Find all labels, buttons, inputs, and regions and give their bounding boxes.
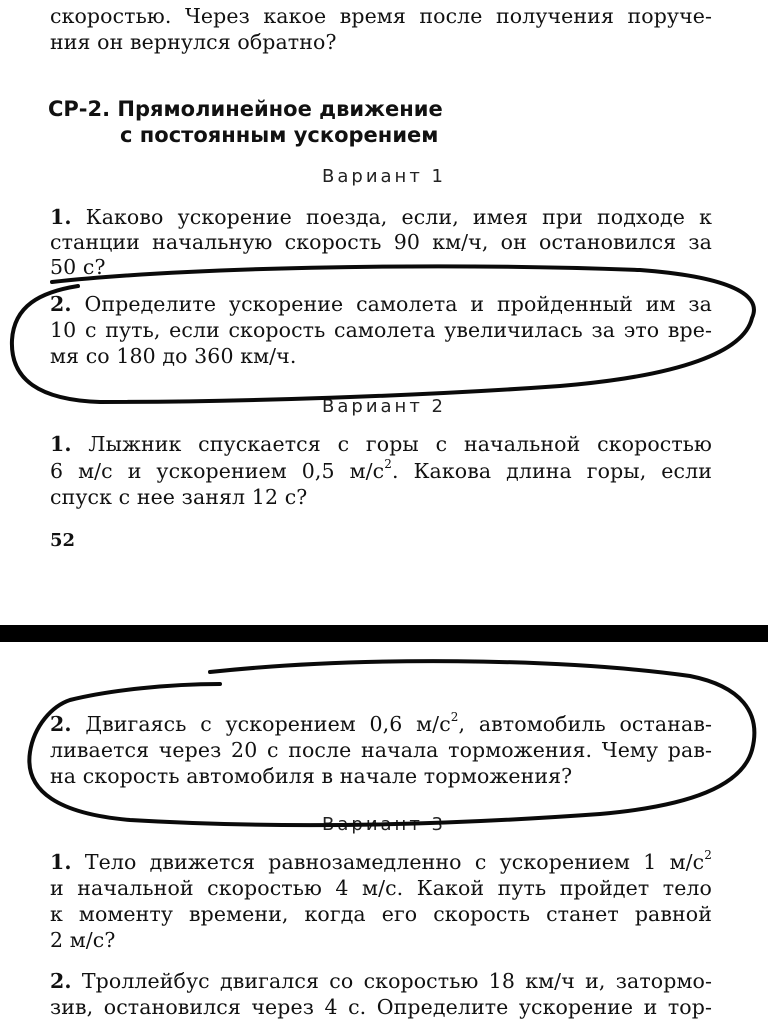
section-title-line-2: с постоянным ускорением [120,123,439,147]
bottom-page-scan [0,642,768,1024]
v1-p1-text-1: Каково ускорение поезда, если, имея при подходе к [85,205,712,229]
v1-p1-line-1 [50,205,712,229]
variant-3-label: Вариант 3 [322,814,446,835]
v2-p2-text-1b: , автомобиль останав- [458,712,712,736]
v1-p2-line-3: мя со 180 до 360 км/ч. [50,344,297,368]
variant-1-label: Вариант 1 [322,166,446,187]
v2-p1-text-2b: . Какова длина горы, если [392,459,712,483]
v2-p2-line-1 [50,712,712,736]
v3-p1-line-2: и начальной скоростью 4 м/с. Какой путь пройдет тело [50,876,712,900]
v2-p1-superscript: 2 [384,457,392,472]
section-title-line-1: СР-2. Прямолинейное движение [48,97,443,121]
v1-p2-line-2: 10 с путь, если скорость самолета увеличилась за это вре- [50,318,712,342]
v3-p2-text-1: Троллейбус двигался со скоростью 18 км/ч и, затормо- [81,969,712,993]
v3-p2-line-1 [50,969,712,993]
v3-p1-superscript: 2 [704,848,713,863]
v3-p2-number: 2. [50,969,72,993]
v1-p2-number: 2. [50,292,72,316]
v2-p1-number: 1. [50,432,72,456]
v2-p2-line-2: ливается через 20 с после начала торможения. Чему рав- [50,738,712,762]
v2-p1-line-3: спуск с нее занял 12 с? [50,485,308,509]
v3-p1-line-1 [50,850,712,874]
v2-p1-text-2a: 6 м/с и ускорением 0,5 м/с [50,459,385,483]
v2-p2-number: 2. [50,712,72,736]
v2-p1-text-1: Лыжник спускается с горы с начальной скоростью [88,432,712,456]
v2-p2-superscript: 2 [450,710,459,725]
v2-p1-line-2 [50,459,712,483]
prev-text-line-1: скоростью. Через какое время после получения поруче- [50,4,712,28]
v1-p1-line-2: станции начальную скорость 90 км/ч, он остановился за [50,230,712,254]
prev-text-line-2: ния он вернулся обратно? [50,30,337,54]
v3-p1-line-3: к моменту времени, когда его скорость станет равной [50,902,712,926]
v3-p1-line-4: 2 м/с? [50,928,116,952]
page-divider [0,625,768,642]
v2-p2-text-1a: Двигаясь с ускорением 0,6 м/с [85,712,451,736]
variant-2-label: Вариант 2 [322,396,446,417]
v1-p1-number: 1. [50,205,72,229]
v1-p2-line-1 [50,292,712,316]
v2-p2-line-3: на скорость автомобиля в начале торможения? [50,764,573,788]
v3-p1-number: 1. [50,850,72,874]
v1-p1-line-3: 50 с? [50,255,106,279]
v1-p2-text-1: Определите ускорение самолета и пройденный им за [84,292,712,316]
v3-p1-text-1: Тело движется равнозамедленно с ускорением 1 м/с [84,850,705,874]
page-number: 52 [50,530,76,551]
v2-p1-line-1 [50,432,712,456]
v3-p2-line-2: зив, остановился через 4 с. Определите ускорение и тор- [50,995,712,1019]
